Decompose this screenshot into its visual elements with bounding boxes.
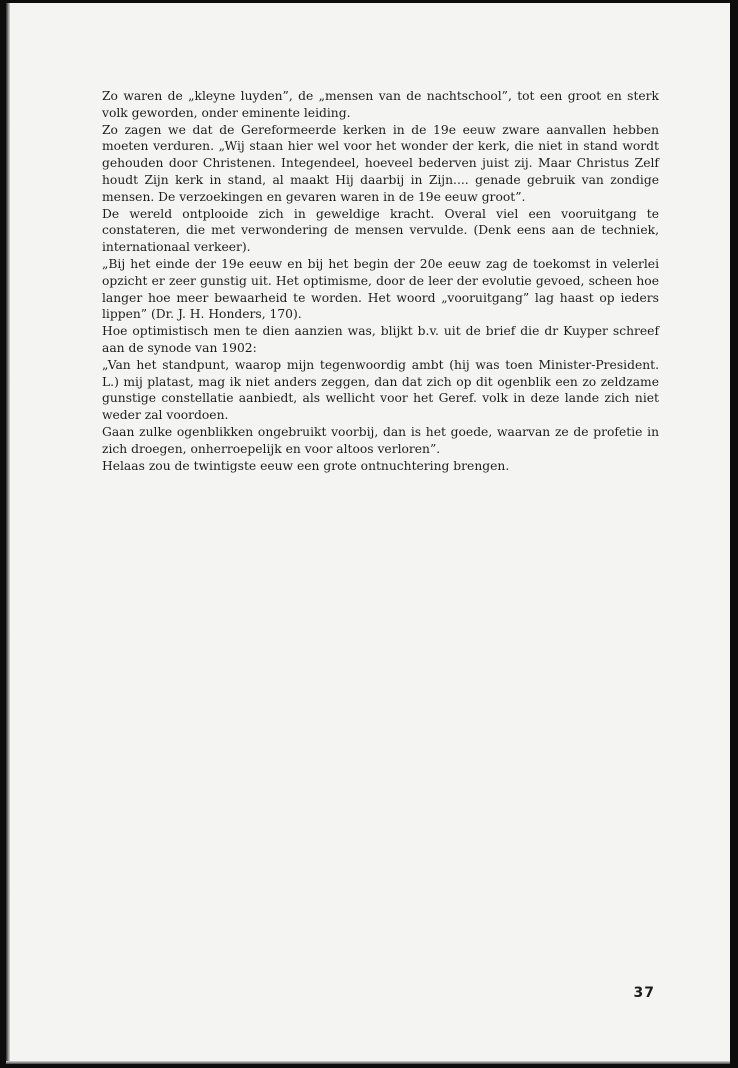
body-text bbox=[102, 88, 659, 474]
page-binding-edge bbox=[6, 3, 10, 1064]
paragraph: Helaas zou de twintigste eeuw een grote ontnuchtering brengen. bbox=[102, 458, 510, 473]
page-number: 37 bbox=[633, 985, 655, 1001]
scanned-page bbox=[6, 3, 730, 1064]
paragraph: Gaan zulke ogenblikken ongebruikt voorbij, dan is het goede, waarvan ze de profetie in zich droegen, onherroepelijk en voor altoos verloren”. bbox=[102, 424, 659, 456]
paragraph: Zo zagen we dat de Gereformeerde kerken in de 19e eeuw zware aanvallen hebben moeten verduren. „Wij staan hier wel voor het wonder der kerk, die niet in stand wordt gehouden door Christenen. Integendeel, hoeveel bederven juist zij. Maar Christus Zelf houdt Zijn kerk in stand, al maakt Hij daarbij in Zijn.... genade gebruik van zondige mensen. De verzoekingen en gevaren waren in de 19e eeuw groot”. bbox=[102, 122, 659, 204]
paragraph: De wereld ontplooide zich in geweldige kracht. Overal viel een vooruitgang te constateren, die met verwondering de mensen vervulde. (Denk eens aan de techniek, internationaal verkeer). bbox=[102, 206, 659, 255]
page-bottom-edge bbox=[6, 1061, 730, 1064]
paragraph: „Bij het einde der 19e eeuw en bij het begin der 20e eeuw zag de toekomst in velerlei opzicht er zeer gunstig uit. Het optimisme, door de leer der evolutie gevoed, scheen hoe langer hoe meer bewaarheid te worden. Het woord „vooruitgang” lag haast op ieders lippen” (Dr. J. H. Honders, 170). bbox=[102, 256, 659, 322]
paragraph: „Van het standpunt, waarop mijn tegenwoordig ambt (hij was toen Minister-President. L.) mij platast, mag ik niet anders zeggen, dan dat zich op dit ogenblik een zo zeldzame gunstige constellatie aanbiedt, als wellicht voor het Geref. volk in deze lande zich niet weder zal voordoen. bbox=[102, 357, 659, 423]
paragraph: Hoe optimistisch men te dien aanzien was, blijkt b.v. uit de brief die dr Kuyper schreef aan de synode van 1902: bbox=[102, 324, 659, 355]
paragraph: Zo waren de „kleyne luyden”, de „mensen van de nachtschool”, tot een groot en sterk volk geworden, onder eminente leiding. bbox=[102, 89, 659, 120]
